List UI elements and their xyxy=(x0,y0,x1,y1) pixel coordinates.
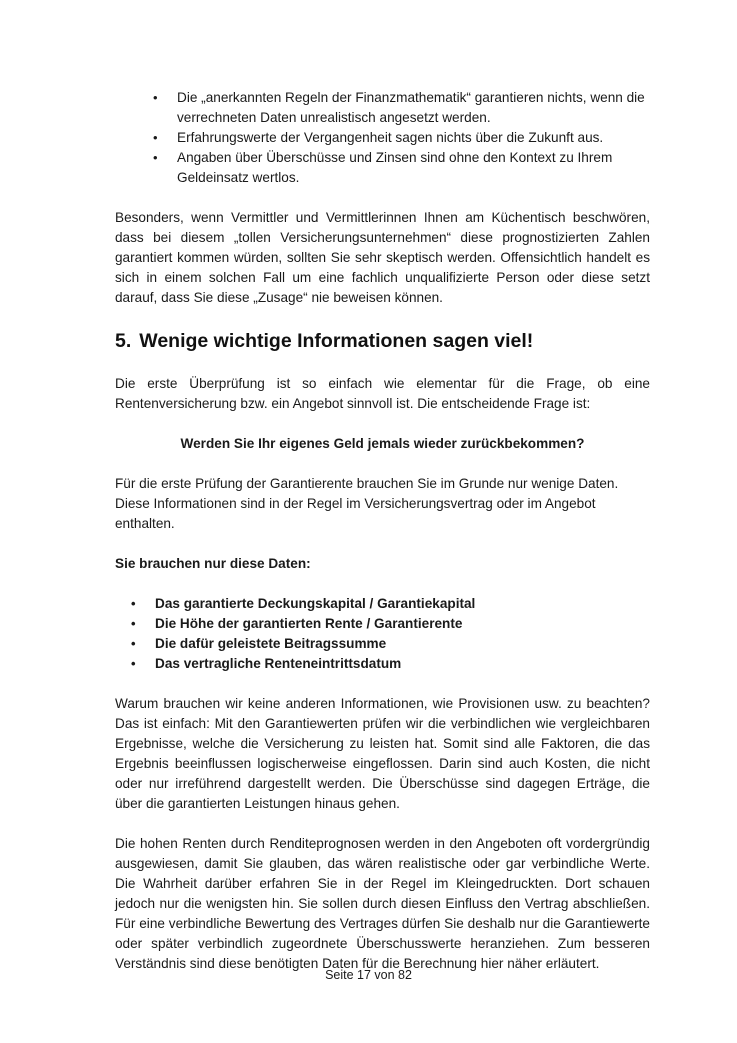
paragraph-skepticism: Besonders, wenn Vermittler und Vermittlerinnen Ihnen am Küchentisch beschwören, dass bei diesem „tollen Versicherungsunternehmen“ diese prognostizierten Zahlen garantiert kommen würden, sollten Sie sehr skeptisch werden. Offensichtlich handelt es sich in einem solchen Fall um eine fachlich unqualifizierte Person oder diese setzt darauf, dass Sie diese „Zusage“ nie beweisen können. xyxy=(115,210,650,305)
list-item-text: Die Höhe der garantierten Rente / Garantierente xyxy=(155,616,463,631)
list-item xyxy=(115,594,650,614)
key-question: Werden Sie Ihr eigenes Geld jemals wieder zurückbekommen? xyxy=(180,436,585,451)
paragraph-guarantee-data: Für die erste Prüfung der Garantierente brauchen Sie im Grunde nur wenige Daten. Diese Informationen sind in der Regel im Versicherungsvertrag oder im Angebot enthalten. xyxy=(115,476,619,531)
list-item-text: Das vertragliche Renteneintrittsdatum xyxy=(155,656,402,671)
list-item-text: Erfahrungswerte der Vergangenheit sagen nichts über die Zukunft aus. xyxy=(177,130,604,145)
paragraph-high-pensions: Die hohen Renten durch Renditeprognosen werden in den Angeboten oft vordergründig ausgewiesen, damit Sie glauben, das wären realistische oder gar verbindliche Werte. Die Wahrheit darüber erfahren Sie in der Regel im Kleingedruckten. Dort schauen jedoch nur die wenigsten hin. Sie sollen durch diesen Einfluss den Vertrag abschließen. Für eine verbindliche Bewertung des Vertrages dürfen Sie deshalb nur die Garantiewerte oder später verbindlich zugeordnete Überschusswerte heranziehen. Zum besseren Verständnis sind diese benötigten Daten für die Berechnung hier näher erläutert. xyxy=(115,836,650,971)
paragraph-why-guarantees: Warum brauchen wir keine anderen Informationen, wie Provisionen usw. zu beachten? Das ist einfach: Mit den Garantiewerten prüfen wir die verbindlichen wie vergleichbaren Ergebnisse, welche die Versicherung zu leisten hat. Somit sind alle Faktoren, die das Ergebnis beeinflussen logischerweise eingeflossen. Darin sind auch Kosten, die nicht oder nur irreführend dargestellt werden. Die Überschüsse sind dagegen Erträge, die über die garantierten Leistungen hinaus gehen. xyxy=(115,696,650,811)
paragraph-first-check: Die erste Überprüfung ist so einfach wie elementar für die Frage, ob eine Rentenversicherung bzw. ein Angebot sinnvoll ist. Die entscheidende Frage ist: xyxy=(115,376,650,411)
bullet-icon: • xyxy=(131,636,136,651)
data-bullet-list xyxy=(115,594,650,674)
bullet-icon: • xyxy=(131,596,136,611)
bullet-icon: • xyxy=(131,616,136,631)
list-item xyxy=(115,634,650,654)
list-item-text: Das garantierte Deckungskapital / Garantiekapital xyxy=(155,596,476,611)
bullet-icon: • xyxy=(131,656,136,671)
bullet-icon: • xyxy=(153,90,158,105)
data-heading: Sie brauchen nur diese Daten: xyxy=(115,556,311,571)
list-item-text: Die dafür geleistete Beitragssumme xyxy=(155,636,387,651)
page-number-footer: Seite 17 von 82 xyxy=(325,968,412,982)
bullet-icon: • xyxy=(153,150,158,165)
list-item xyxy=(115,128,650,148)
bullet-icon: • xyxy=(153,130,158,145)
list-item xyxy=(115,148,650,188)
list-item-text: Angaben über Überschüsse und Zinsen sind ohne den Kontext zu Ihrem Geldeinsatz wertlos. xyxy=(177,150,613,185)
section-title: Wenige wichtige Informationen sagen viel! xyxy=(139,330,534,352)
list-item xyxy=(115,88,650,128)
list-item xyxy=(115,654,650,674)
page-content xyxy=(115,88,650,974)
section-heading xyxy=(115,328,650,354)
section-number: 5. xyxy=(115,330,132,352)
list-item-text: Die „anerkannten Regeln der Finanzmathematik“ garantieren nichts, wenn die verrechneten Daten unrealistisch angesetzt werden. xyxy=(177,90,645,125)
list-item xyxy=(115,614,650,634)
top-bullet-list xyxy=(115,88,650,188)
